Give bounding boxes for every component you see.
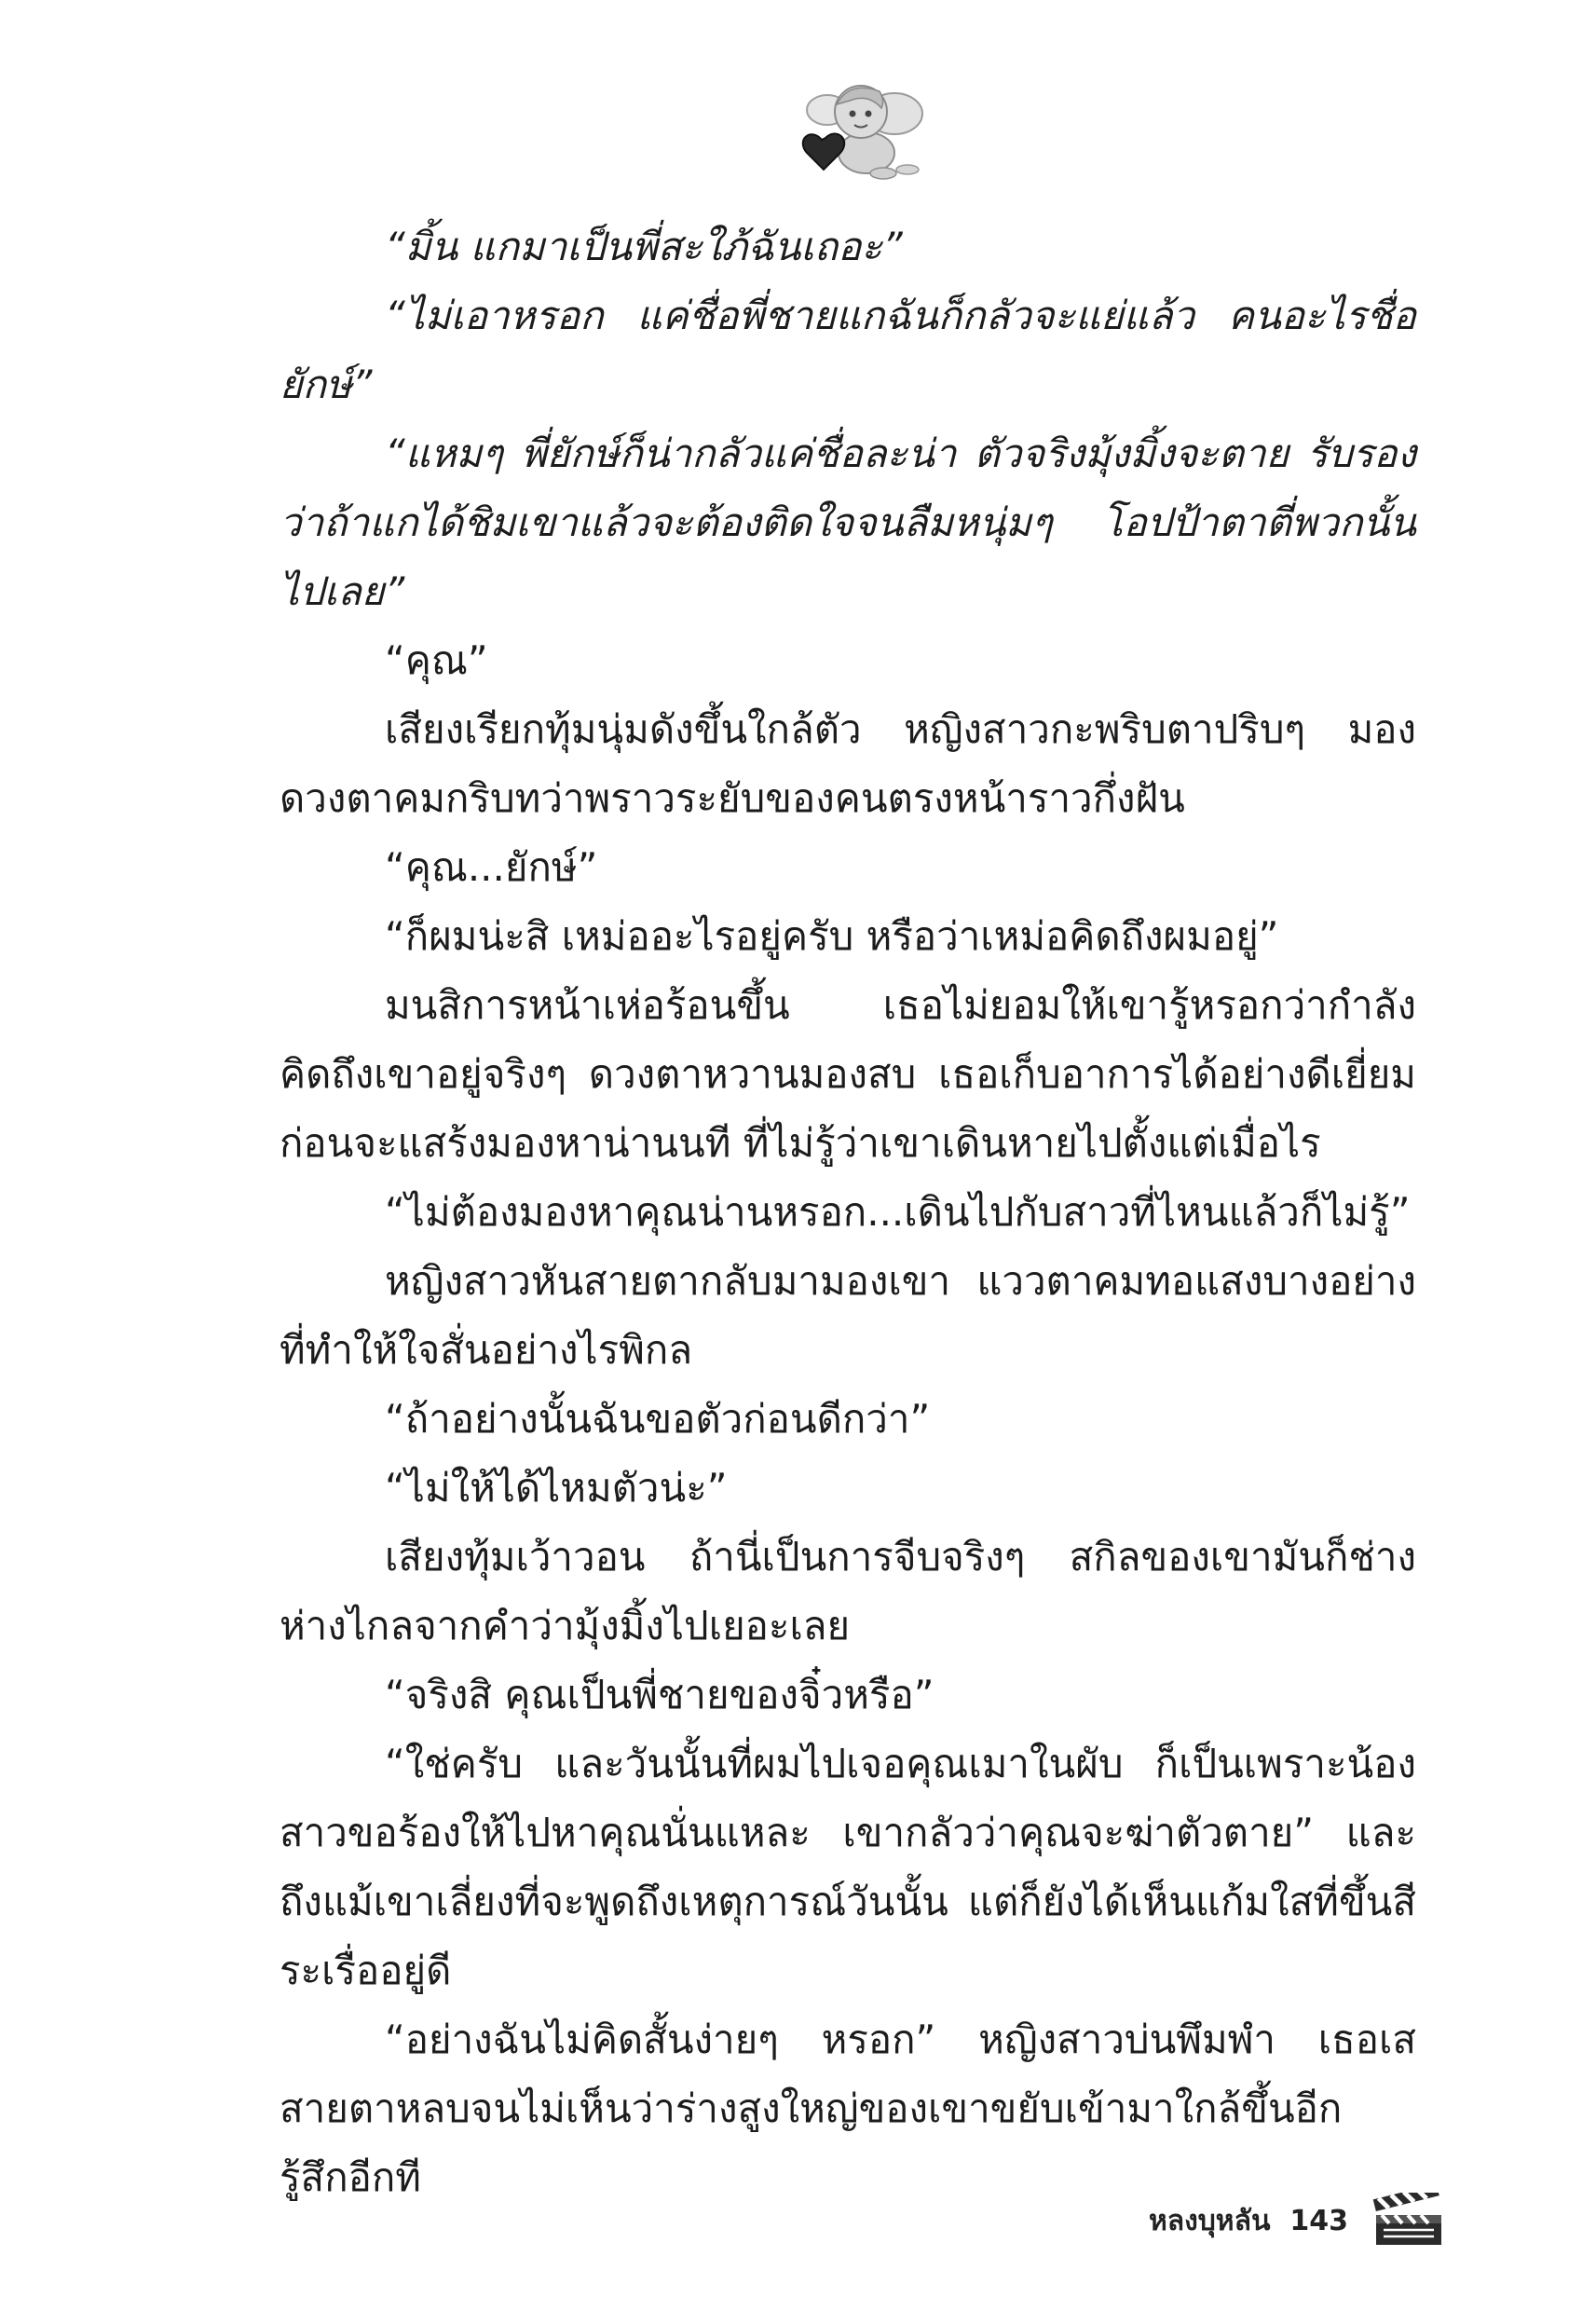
page-footer — [1149, 2195, 1445, 2247]
paragraph: “ถ้าอย่างนั้นฉันขอตัวก่อนดีกว่า” — [385, 1396, 931, 1442]
paragraph: “ใช่ครับ และวันนั้นที่ผมไปเจอคุณเมาในผับ ก็เป็นเพราะน้องสาวขอร้องให้ไปหาคุณนั่นแหละ เขากลัวว่าคุณจะฆ่าตัวตาย” และถึงแม้เขาเลี่ยงที่จะพูดถึงเหตุการณ์วันนั้น แต่ก็ยังได้เห็นแก้มใสที่ขึ้นสีระเรื่ออยู่ดี — [280, 1741, 1416, 1993]
paragraph: “แหมๆ พี่ยักษ์ก็น่ากลัวแค่ชื่อละน่า ตัวจริงมุ้งมิ้งจะตาย รับรองว่าถ้าแกได้ชิมเขาแล้วจะต้องติดใจจนลืมหนุ่มๆ โอปป้าตาตี่พวกนั้นไปเลย” — [280, 431, 1416, 614]
cupid-with-heart-icon — [794, 73, 930, 185]
paragraph: เสียงเรียกทุ้มนุ่มดังขึ้นใกล้ตัว หญิงสาวกะพริบตาปริบๆ มองดวงตาคมกริบทว่าพราวระยับของคนตรงหน้าราวกึ่งฝัน — [280, 706, 1416, 821]
paragraph: “อย่างฉันไม่คิดสั้นง่ายๆ หรอก” หญิงสาวบ่นพึมพำ เธอเสสายตาหลบจนไม่เห็นว่าร่างสูงใหญ่ของเขาขยับเข้ามาใกล้ขึ้นอีก รู้สึกอีกที — [280, 2017, 1416, 2200]
paragraph: หญิงสาวหันสายตากลับมามองเขา แววตาคมทอแสงบางอย่างที่ทำให้ใจสั่นอย่างไรพิกล — [280, 1258, 1416, 1373]
paragraph: “คุณ...ยักษ์” — [385, 844, 598, 890]
clapperboard-icon — [1372, 2193, 1445, 2249]
paragraph: “มิ้น แกมาเป็นพี่สะใภ้ฉันเถอะ” — [385, 224, 903, 269]
footer-title-page — [1149, 2199, 1348, 2243]
paragraph: “ไม่ให้ได้ไหมตัวน่ะ” — [385, 1465, 728, 1511]
paragraph: “คุณ” — [385, 637, 488, 683]
paragraph: “ไม่เอาหรอก แค่ชื่อพี่ชายแกฉันก็กลัวจะแย่แล้ว คนอะไรชื่อยักษ์” — [280, 293, 1416, 407]
page-number: 143 — [1289, 2204, 1348, 2237]
paragraph: มนสิการหน้าเห่อร้อนขึ้น เธอไม่ยอมให้เขารู้หรอกว่ากำลังคิดถึงเขาอยู่จริงๆ ดวงตาหวานมองสบ เธอเก็บอาการได้อย่างดีเยี่ยม ก่อนจะแสร้งมองหาน่านนที ที่ไม่รู้ว่าเขาเดินหายไปตั้งแต่เมื่อไร — [280, 982, 1416, 1166]
paragraph: “ไม่ต้องมองหาคุณน่านหรอก...เดินไปกับสาวที่ไหนแล้วก็ไม่รู้” — [385, 1189, 1411, 1235]
paragraph: “ก็ผมน่ะสิ เหม่ออะไรอยู่ครับ หรือว่าเหม่อคิดถึงผมอยู่” — [385, 913, 1279, 959]
story-text — [280, 212, 1416, 2212]
paragraph: เสียงทุ้มเว้าวอน ถ้านี่เป็นการจีบจริงๆ สกิลของเขามันก็ช่างห่างไกลจากคำว่ามุ้งมิ้งไปเยอะเลย — [280, 1534, 1416, 1648]
paragraph: “จริงสิ คุณเป็นพี่ชายของจิ๋วหรือ” — [385, 1672, 934, 1717]
book-title: หลงบุหลัน — [1148, 2204, 1271, 2237]
